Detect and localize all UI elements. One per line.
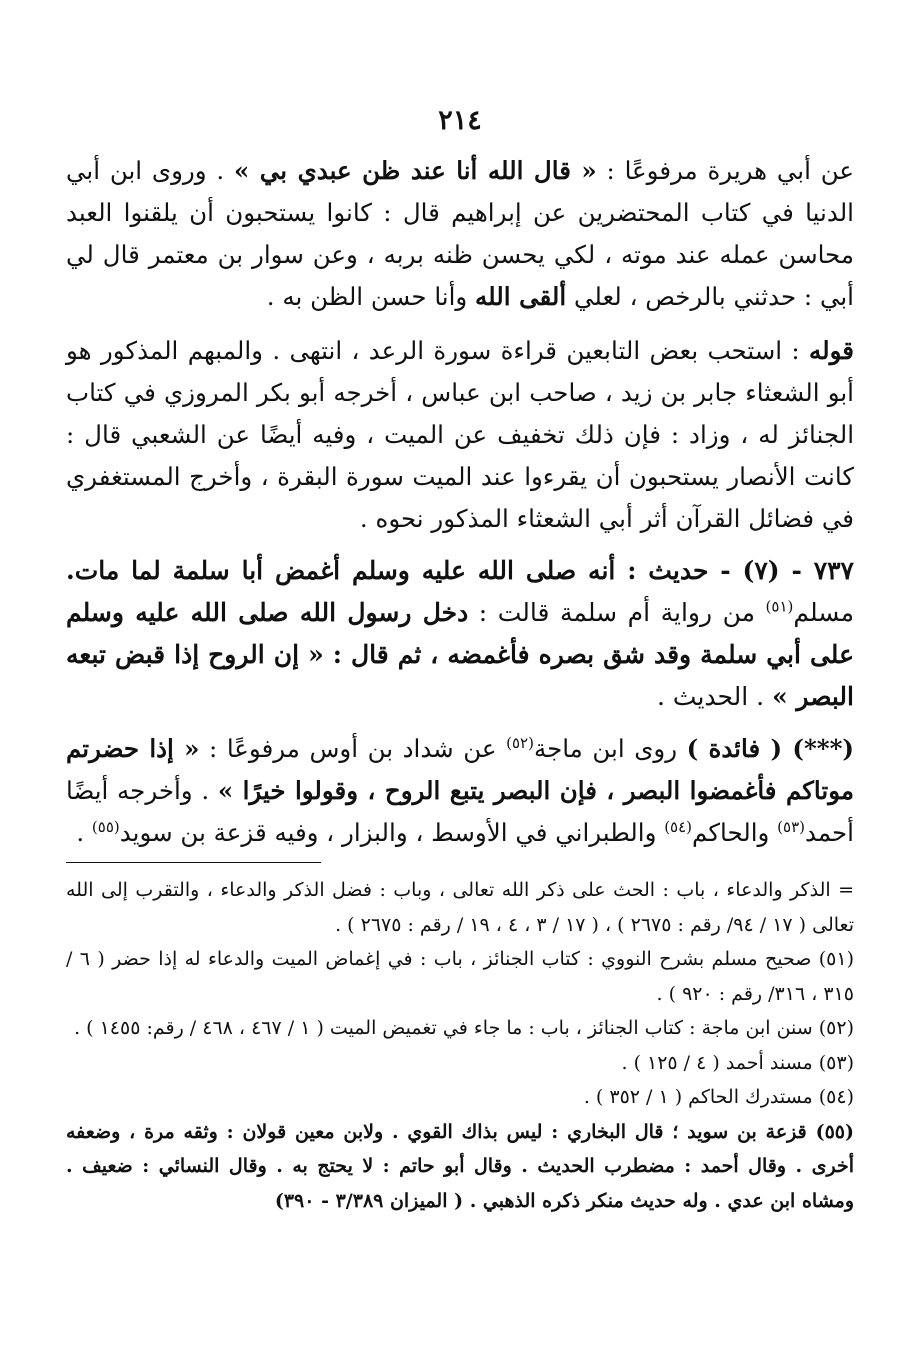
text-segment: : استحب بعض التابعين قراءة سورة الرعد ، انتهى . والمبهم المذكور هو أبو الشعثاء جابر بن زيد ، صاحب ابن عباس ، أخرجه أبو بكر المروزي في كتاب الجنائز له ، وزاد : فإن ذلك تخفيف عن الميت ، وفيه أيضًا عن الشعبي قال : كانت الأنصار يستحبون أن يقرءوا عند الميت سورة البقرة ، وأخرج المستغفري في فضائل القرآن أثر أبي الشعثاء المذكور نحوه . [66, 336, 854, 533]
qawluhu-label: قوله [809, 336, 854, 365]
page-number: ٢١٤ [438, 105, 482, 136]
footnote-ref-52: (٥٢) [506, 733, 534, 752]
main-text [66, 150, 854, 854]
footnote-ref-51: (٥١) [765, 597, 794, 616]
text-segment: . [76, 818, 92, 847]
text-segment: . وروى ابن أبي الدنيا في كتاب المحتضرين عن إبراهيم قال : كانوا يستحبون أن يلقنوا العبد محاسن عمله عند موته ، لكي يحسن ظنه بربه ، وعن سوار بن معتمر قال لي أبي : حدثني بالرخص ، لعلي [66, 156, 854, 311]
footnote-53: (٥٣) مسند أحمد ( ٤ / ١٢٥ ) . [621, 1051, 854, 1074]
text-segment: والطبراني في الأوسط ، والبزار ، وفيه قزعة بن سويد [119, 818, 665, 847]
text-segment: . وأخرجه أيضًا أحمد [66, 776, 854, 847]
paragraph-abu-hurayra [66, 150, 854, 318]
text-segment: والحاكم [692, 818, 778, 847]
text-segment: . الحديث . [657, 682, 773, 711]
text-segment: عن أبي هريرة مرفوعًا : [596, 156, 854, 185]
footnotes [66, 873, 854, 1218]
footnote-51: (٥١) صحيح مسلم بشرح النووي : كتاب الجنائز ، باب : في إغماض الميت والدعاء له إذا حضر ( ٦ / ٣١٥ ، ٣١٦/ رقم : ٩٢٠ ) . [66, 948, 854, 1005]
text-segment: روى ابن ماجة [533, 734, 687, 763]
paragraph-hadith-737 [66, 550, 854, 718]
text-segment: مسلم [793, 598, 854, 627]
footnote-54: (٥٤) مستدرك الحاكم ( ١ / ٣٥٢ ) . [583, 1086, 854, 1108]
footnote-ref-55: (٥٥) [91, 817, 120, 836]
text-segment: وأنا حسن الظن به . [266, 282, 476, 311]
footnote-continuation: = الذكر والدعاء ، باب : الحث على ذكر الله تعالى ، وباب : فضل الذكر والدعاء ، والتقرب إلى الله تعالى ( ١٧ / ٩٤/ رقم : ٢٦٧٥ ) ، ( ١٧ / ٣ ، ٤ ، ١٩ / رقم : ٢٦٧٥ ) . [66, 879, 854, 936]
footnote-divider [66, 862, 321, 863]
text-segment: من رواية أم سلمة قالت : [468, 598, 766, 627]
footnote-52: (٥٢) سنن ابن ماجة : كتاب الجنائز ، باب : ما جاء في تغميض الميت ( ١ / ٤٦٧ ، ٤٦٨ / رقم: ١٤٥٥ ) . [74, 1017, 854, 1039]
hadith-quote: « إذا حضرتم موتاكم فأغمضوا البصر ، فإن البصر يتبع الروح ، وقولوا خيرًا » [66, 734, 854, 805]
hadith-quote: « قال الله أنا عند ظن عبدي بي » [233, 156, 597, 185]
footnote-divider-wrap [66, 862, 854, 863]
faida-label: (***) ( فائدة ) [686, 734, 854, 763]
emphasis-text: ألقى الله [475, 282, 567, 311]
footnote-ref-54: (٥٤) [664, 817, 693, 836]
text-segment: عن شداد بن أوس مرفوعًا : [199, 734, 507, 763]
hadith-quote: دخل رسول الله صلى الله عليه وسلم على أبي سلمة وقد شق بصره فأغمضه ، ثم قال : « إن الروح إذا قبض تبعه البصر » [66, 598, 854, 711]
hadith-heading: ٧٣٧ - (٧) - حديث : أنه صلى الله عليه وسلم أغمض أبا سلمة لما مات. [66, 556, 854, 585]
footnote-ref-53: (٥٣) [777, 817, 806, 836]
footnote-55: (٥٥) قزعة بن سويد ؛ قال البخاري : ليس بذاك القوي . ولابن معين قولان : وثقه مرة ، وضعفه أخرى . وقال أحمد : مضطرب الحديث . وقال أبو حاتم : لا يحتج به . وقال النسائي : ضعيف . ومشاه ابن عدي . وله حديث منكر ذكره الذهبي . ( الميزان ٣/٣٨٩ - ٣٩٠) [66, 1120, 854, 1212]
paragraph-qawluhu [66, 330, 854, 540]
paragraph-faida [66, 728, 854, 854]
